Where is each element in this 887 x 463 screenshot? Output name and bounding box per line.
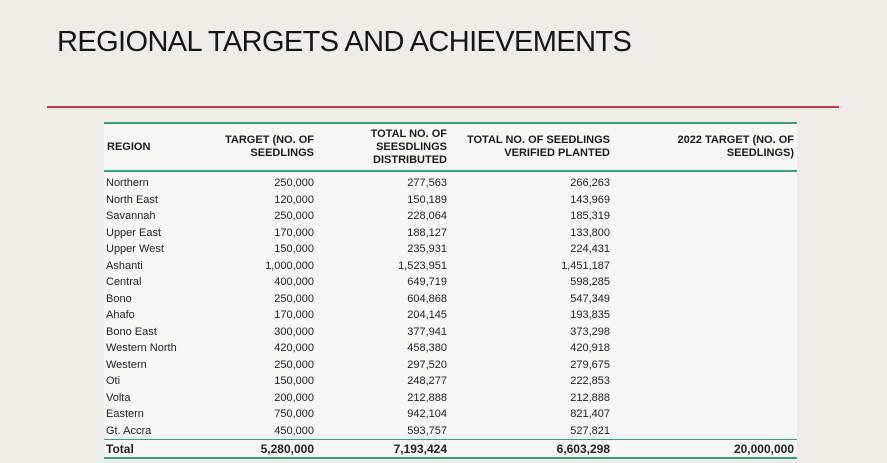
- target-cell: 400,000: [274, 276, 314, 289]
- total-planted: 6,603,298: [556, 441, 610, 456]
- planted-cell: 143,969: [570, 193, 610, 206]
- target-2022-cell: [613, 291, 797, 308]
- target-2022-cell: [613, 225, 797, 242]
- region-cell: Ahafo: [106, 309, 135, 322]
- target-cell: 250,000: [274, 210, 314, 223]
- table-row: [104, 171, 797, 192]
- target-2022-cell: [613, 307, 797, 324]
- planted-cell: 266,263: [570, 177, 610, 190]
- target-2022-cell: [613, 423, 797, 440]
- table-total-row: [104, 440, 797, 459]
- distributed-cell: 297,520: [407, 358, 447, 371]
- target-2022-cell: [613, 171, 797, 192]
- distributed-cell: 212,888: [407, 391, 447, 404]
- target-2022-cell: [613, 208, 797, 225]
- header-2022-target: 2022 TARGET (NO. OF SEEDLINGS): [677, 134, 794, 159]
- table-row: [104, 225, 797, 242]
- planted-cell: 133,800: [570, 226, 610, 239]
- distributed-cell: 649,719: [407, 276, 447, 289]
- header-region: REGION: [107, 140, 151, 153]
- target-cell: 150,000: [274, 243, 314, 256]
- region-cell: Northern: [106, 177, 149, 190]
- region-cell: Oti: [106, 375, 121, 388]
- target-2022-cell: [613, 258, 797, 275]
- target-cell: 120,000: [274, 193, 314, 206]
- region-cell: Bono East: [106, 325, 157, 338]
- distributed-cell: 188,127: [407, 226, 447, 239]
- distributed-cell: 593,757: [407, 424, 447, 437]
- distributed-cell: 942,104: [407, 408, 447, 421]
- table-row: [104, 373, 797, 390]
- total-label: Total: [106, 441, 134, 456]
- target-2022-cell: [613, 340, 797, 357]
- regional-table-container: [104, 122, 797, 459]
- planted-cell: 373,298: [570, 325, 610, 338]
- target-2022-cell: [613, 192, 797, 209]
- target-cell: 150,000: [274, 375, 314, 388]
- table-row: [104, 307, 797, 324]
- table-row: [104, 291, 797, 308]
- table-row: [104, 423, 797, 440]
- target-2022-cell: [613, 406, 797, 423]
- table-row: [104, 357, 797, 374]
- distributed-cell: 204,145: [407, 309, 447, 322]
- planted-cell: 420,918: [570, 342, 610, 355]
- planted-cell: 547,349: [570, 292, 610, 305]
- distributed-cell: 248,277: [407, 375, 447, 388]
- target-cell: 750,000: [274, 408, 314, 421]
- target-cell: 170,000: [274, 309, 314, 322]
- target-2022-cell: [613, 373, 797, 390]
- distributed-cell: 1,523,951: [398, 259, 447, 272]
- target-2022-cell: [613, 390, 797, 407]
- target-2022-cell: [613, 324, 797, 341]
- region-cell: Central: [106, 276, 142, 289]
- distributed-cell: 604,868: [407, 292, 447, 305]
- target-cell: 300,000: [274, 325, 314, 338]
- target-cell: 1,000,000: [265, 259, 314, 272]
- planted-cell: 821,407: [570, 408, 610, 421]
- title-divider: [47, 106, 839, 108]
- target-cell: 200,000: [274, 391, 314, 404]
- table-row: [104, 390, 797, 407]
- regional-targets-table: [104, 122, 797, 459]
- planted-cell: 527,821: [570, 424, 610, 437]
- distributed-cell: 377,941: [407, 325, 447, 338]
- region-cell: Western North: [106, 342, 177, 355]
- table-row: [104, 274, 797, 291]
- planted-cell: 1,451,187: [561, 259, 610, 272]
- target-2022-cell: [613, 274, 797, 291]
- table-row: [104, 208, 797, 225]
- region-cell: Volta: [106, 391, 131, 404]
- table-row: [104, 406, 797, 423]
- distributed-cell: 228,064: [407, 210, 447, 223]
- planted-cell: 224,431: [570, 243, 610, 256]
- total-target: 5,280,000: [260, 441, 314, 456]
- region-cell: Savannah: [106, 210, 156, 223]
- region-cell: Ashanti: [106, 259, 143, 272]
- distributed-cell: 150,189: [407, 193, 447, 206]
- table-row: [104, 192, 797, 209]
- region-cell: Upper West: [106, 243, 164, 256]
- table-body: [104, 171, 797, 440]
- total-2022-target: 20,000,000: [733, 441, 794, 456]
- target-cell: 250,000: [274, 177, 314, 190]
- planted-cell: 279,675: [570, 358, 610, 371]
- table-row: [104, 241, 797, 258]
- table-row: [104, 258, 797, 275]
- region-cell: Upper East: [106, 226, 162, 239]
- target-cell: 250,000: [274, 358, 314, 371]
- planted-cell: 185,319: [570, 210, 610, 223]
- region-cell: Gt. Accra: [106, 424, 152, 437]
- table-header-row: [104, 123, 797, 171]
- region-cell: North East: [106, 193, 158, 206]
- header-verified-planted: TOTAL NO. OF SEEDLINGS VERIFIED PLANTED: [466, 134, 610, 159]
- target-cell: 250,000: [274, 292, 314, 305]
- region-cell: Eastern: [106, 408, 144, 421]
- target-2022-cell: [613, 357, 797, 374]
- header-target: TARGET (NO. OF SEEDLINGS: [224, 134, 314, 159]
- planted-cell: 222,853: [570, 375, 610, 388]
- region-cell: Western: [106, 358, 147, 371]
- planted-cell: 193,835: [570, 309, 610, 322]
- header-distributed: TOTAL NO. OF SEESDLINGS DISTRIBUTED: [370, 127, 447, 166]
- target-cell: 420,000: [274, 342, 314, 355]
- table-row: [104, 340, 797, 357]
- table-row: [104, 324, 797, 341]
- total-distributed: 7,193,424: [393, 441, 447, 456]
- target-2022-cell: [613, 241, 797, 258]
- distributed-cell: 458,380: [407, 342, 447, 355]
- region-cell: Bono: [106, 292, 132, 305]
- planted-cell: 598,285: [570, 276, 610, 289]
- target-cell: 450,000: [274, 424, 314, 437]
- planted-cell: 212,888: [570, 391, 610, 404]
- slide-title: REGIONAL TARGETS AND ACHIEVEMENTS: [57, 26, 632, 58]
- target-cell: 170,000: [274, 226, 314, 239]
- distributed-cell: 277,563: [407, 177, 447, 190]
- distributed-cell: 235,931: [407, 243, 447, 256]
